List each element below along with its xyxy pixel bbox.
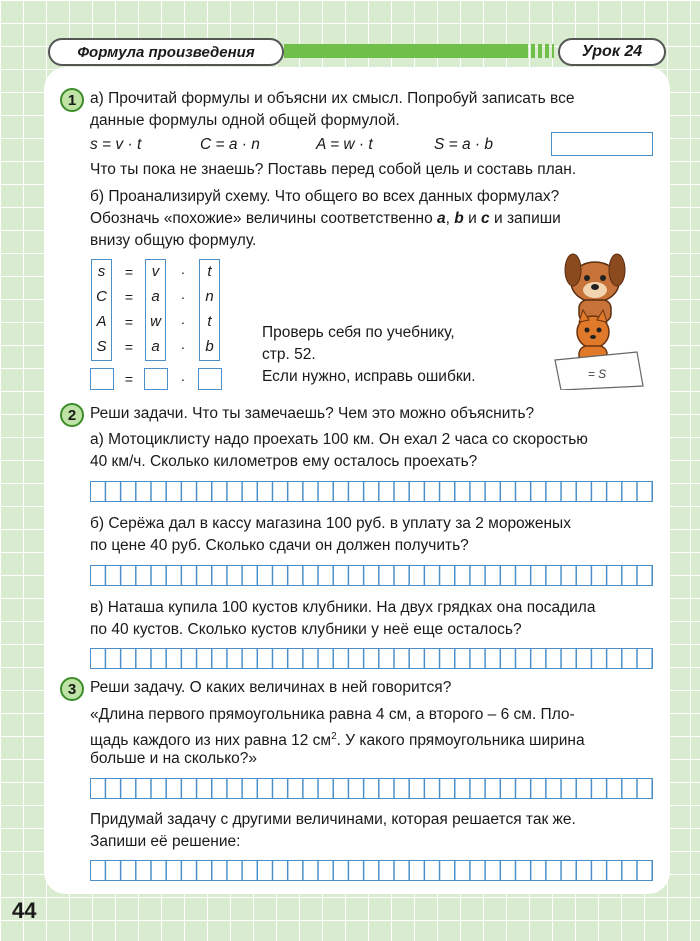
task3-invent-line2: Запиши её решение:: [90, 833, 241, 850]
task3-question-line2: щадь каждого из них равна 12 $см^2$. У какого прямоугольника ширина: [90, 731, 585, 750]
header-band-stripes: [524, 44, 554, 58]
scheme-letter: n: [205, 288, 214, 305]
general-formula-cell-1[interactable]: [90, 368, 114, 390]
paper-formula: = S: [587, 367, 607, 381]
task-number-3: 3: [60, 677, 84, 701]
task1-b-line2: Обозначь «похожие» величины соответственно a, b и c и запиши: [90, 210, 561, 227]
dot-sign: ·: [180, 289, 186, 305]
task1-goal: Что ты пока не знаешь? Поставь перед собой цель и составь план.: [90, 161, 577, 178]
scheme-letter: t: [207, 313, 212, 330]
formula-3: A = w · t: [316, 136, 373, 153]
scheme-letter: s: [97, 263, 106, 280]
page-number: 44: [12, 898, 37, 923]
task1-a-line1: а) Прочитай формулы и объясни их смысл. Попробуй записать все: [90, 90, 575, 107]
answer-row-3-invent[interactable]: [90, 860, 653, 881]
task2-c-line1: в) Наташа купила 100 кустов клубники. На двух грядках она посадила: [90, 599, 596, 616]
check-line2: стр. 52.: [262, 346, 316, 363]
task1-b-line3: внизу общую формулу.: [90, 232, 257, 249]
general-formula-box[interactable]: [551, 132, 653, 156]
dot-sign: ·: [180, 339, 186, 355]
scheme-letter: t: [207, 263, 212, 280]
task-number-1: 1: [60, 88, 84, 112]
task2-a-line2: 40 км/ч. Сколько километров ему осталось проехать?: [90, 453, 478, 470]
task1-b-line1: б) Проанализируй схему. Что общего во всех данных формулах?: [90, 188, 560, 205]
check-line1: Проверь себя по учебнику,: [262, 324, 455, 341]
equals-sign: =: [124, 371, 134, 387]
general-formula-cell-2[interactable]: [144, 368, 168, 390]
dot-sign: ·: [180, 371, 186, 387]
task1-a-line2: данные формулы одной общей формулой.: [90, 112, 400, 129]
answer-row-2b[interactable]: [90, 565, 653, 586]
answer-row-2c[interactable]: [90, 648, 653, 669]
scheme-letter: S: [96, 338, 107, 355]
general-formula-cell-3[interactable]: [198, 368, 222, 390]
lesson-label: Урок 24: [558, 38, 666, 66]
task2-b-line1: б) Серёжа дал в кассу магазина 100 руб. в уплату за 2 мороженых: [90, 515, 571, 532]
equals-sign: =: [124, 314, 134, 330]
dog-and-cat-illustration: [545, 240, 645, 390]
answer-row-2a[interactable]: [90, 481, 653, 502]
scheme-letter: a: [151, 288, 160, 305]
dot-sign: ·: [180, 314, 186, 330]
task3-question-line1: «Длина первого прямоугольника равна 4 см, а второго – 6 см. Пло-: [90, 706, 575, 723]
scheme-letter: a: [151, 338, 160, 355]
scheme-letter: b: [205, 338, 214, 355]
equals-sign: =: [124, 264, 134, 280]
header-band: [284, 44, 524, 58]
scheme-letter: A: [96, 313, 107, 330]
task3-intro: Реши задачу. О каких величинах в ней говорится?: [90, 679, 452, 696]
task-number-2: 2: [60, 403, 84, 427]
task2-c-line2: по 40 кустов. Сколько кустов клубники у неё еще осталось?: [90, 621, 522, 638]
equals-sign: =: [124, 289, 134, 305]
topic-title: Формула произведения: [48, 38, 284, 66]
task3-invent-line1: Придумай задачу с другими величинами, которая решается так же.: [90, 811, 576, 828]
dot-sign: ·: [180, 264, 186, 280]
task2-a-line1: а) Мотоциклисту надо проехать 100 км. Он ехал 2 часа со скоростью: [90, 431, 588, 448]
equals-sign: =: [124, 339, 134, 355]
scheme-letter: C: [96, 288, 107, 305]
formula-2: C = a · n: [200, 136, 260, 153]
formula-1: s = v · t: [90, 136, 142, 153]
formula-4: S = a · b: [434, 136, 494, 153]
scheme-letter: w: [150, 313, 161, 330]
scheme-letter: v: [151, 263, 160, 280]
task2-intro: Реши задачи. Что ты замечаешь? Чем это можно объяснить?: [90, 405, 535, 422]
check-line3: Если нужно, исправь ошибки.: [262, 368, 476, 385]
dog-icon: [565, 254, 625, 322]
task2-b-line2: по цене 40 руб. Сколько сдачи он должен получить?: [90, 537, 469, 554]
task3-question-line3: больше и на сколько?»: [90, 750, 258, 767]
answer-row-3[interactable]: [90, 778, 653, 799]
